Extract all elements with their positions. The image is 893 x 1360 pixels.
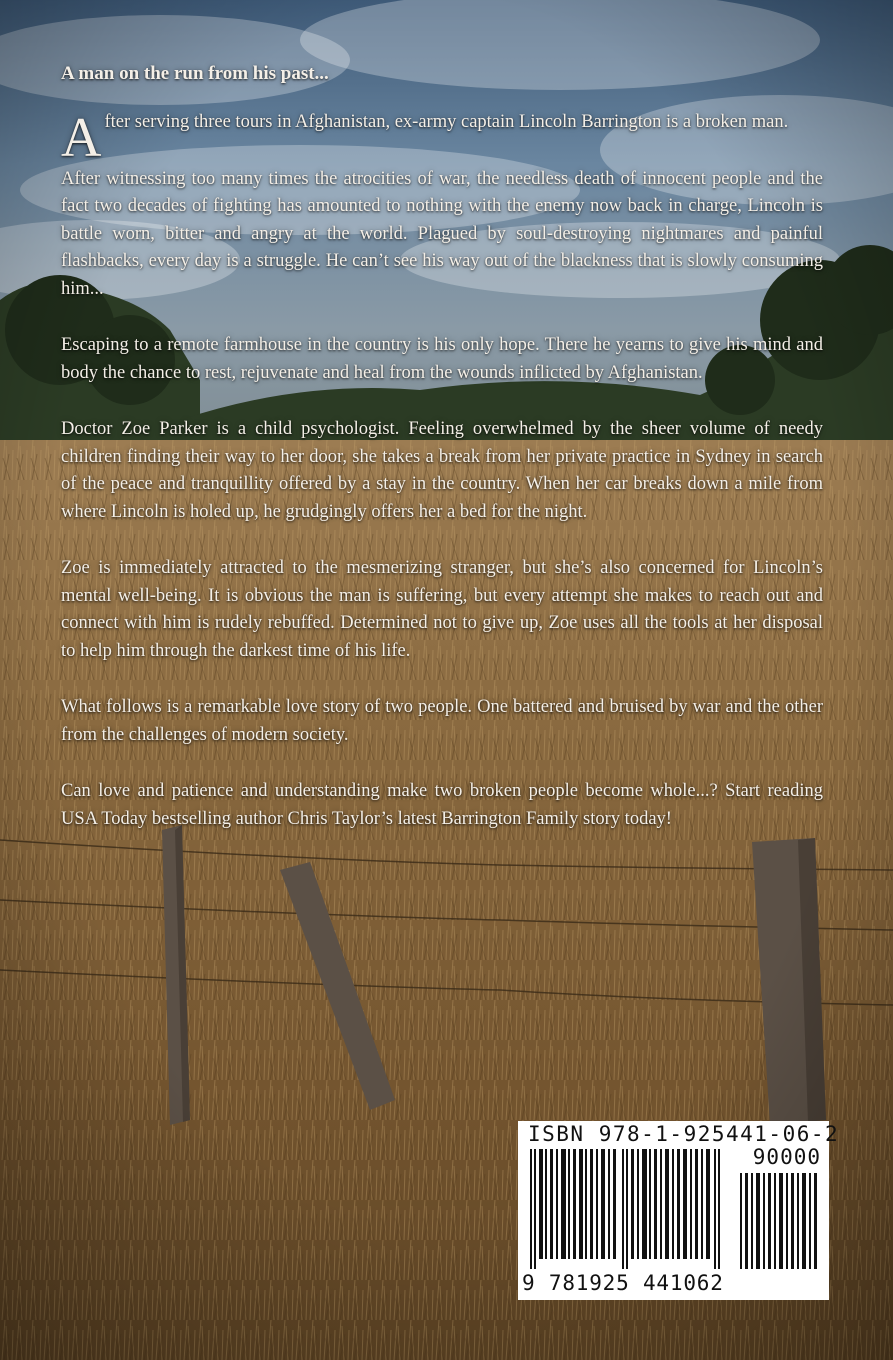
- blurb-paragraph-4: Doctor Zoe Parker is a child psychologist. Feeling overwhelmed by the sheer volume of needy children finding their way to her door, she takes a break from her private practice in Sydney in search of the peace and tranquillity offered by a stay in the country. When her car breaks down a mile from where Lincoln is holed up, he grudgingly offers her a bed for the night.: [61, 419, 823, 522]
- blurb-text: [61, 58, 823, 862]
- addon-barcode-bars: [740, 1173, 820, 1269]
- blurb-paragraph-7: Can love and patience and understanding make two broken people become whole...? Start reading USA Today bestselling author Chris Taylor’s latest Barrington Family story today!: [61, 781, 823, 829]
- blurb-paragraph-6: What follows is a remarkable love story of two people. One battered and bruised by war and the other from the challenges of modern society.: [61, 697, 823, 745]
- ean-digits: 9 781925 441062: [522, 1271, 724, 1295]
- blurb-paragraph-1: After serving three tours in Afghanistan, ex-army captain Lincoln Barrington is a broken man.: [61, 107, 789, 169]
- tagline: A man on the run from his past...: [61, 63, 329, 84]
- blurb-paragraph-2: After witnessing too many times the atrocities of war, the needless death of innocent people and the fact two decades of fighting has amounted to nothing with the enemy now back in charge, Lincoln is battle worn, bitter and angry at the world. Plagued by soul-destroying nightmares and painful flashbacks, every day is a struggle. He can’t see his way out of the blackness that is slowly consuming him...: [61, 168, 823, 299]
- price-code: 90000: [752, 1145, 821, 1169]
- isbn-barcode: [518, 1121, 840, 1300]
- blurb-paragraph-3: Escaping to a remote farmhouse in the country is his only hope. There he yearns to give his mind and body the chance to rest, rejuvenate and heal from the wounds inflicted by Afghanistan.: [61, 335, 823, 383]
- isbn-number: ISBN 978-1-925441-06-2: [528, 1122, 840, 1146]
- ean-barcode-bars: [530, 1149, 730, 1269]
- blurb-paragraph-5: Zoe is immediately attracted to the mesmerizing stranger, but she’s also concerned for Lincoln’s mental well-being. It is obvious the man is suffering, but every attempt she makes to reach out and connect with him is rudely rebuffed. Determined not to give up, Zoe uses all the tools at her disposal to help him through the darkest time of his life.: [61, 558, 823, 661]
